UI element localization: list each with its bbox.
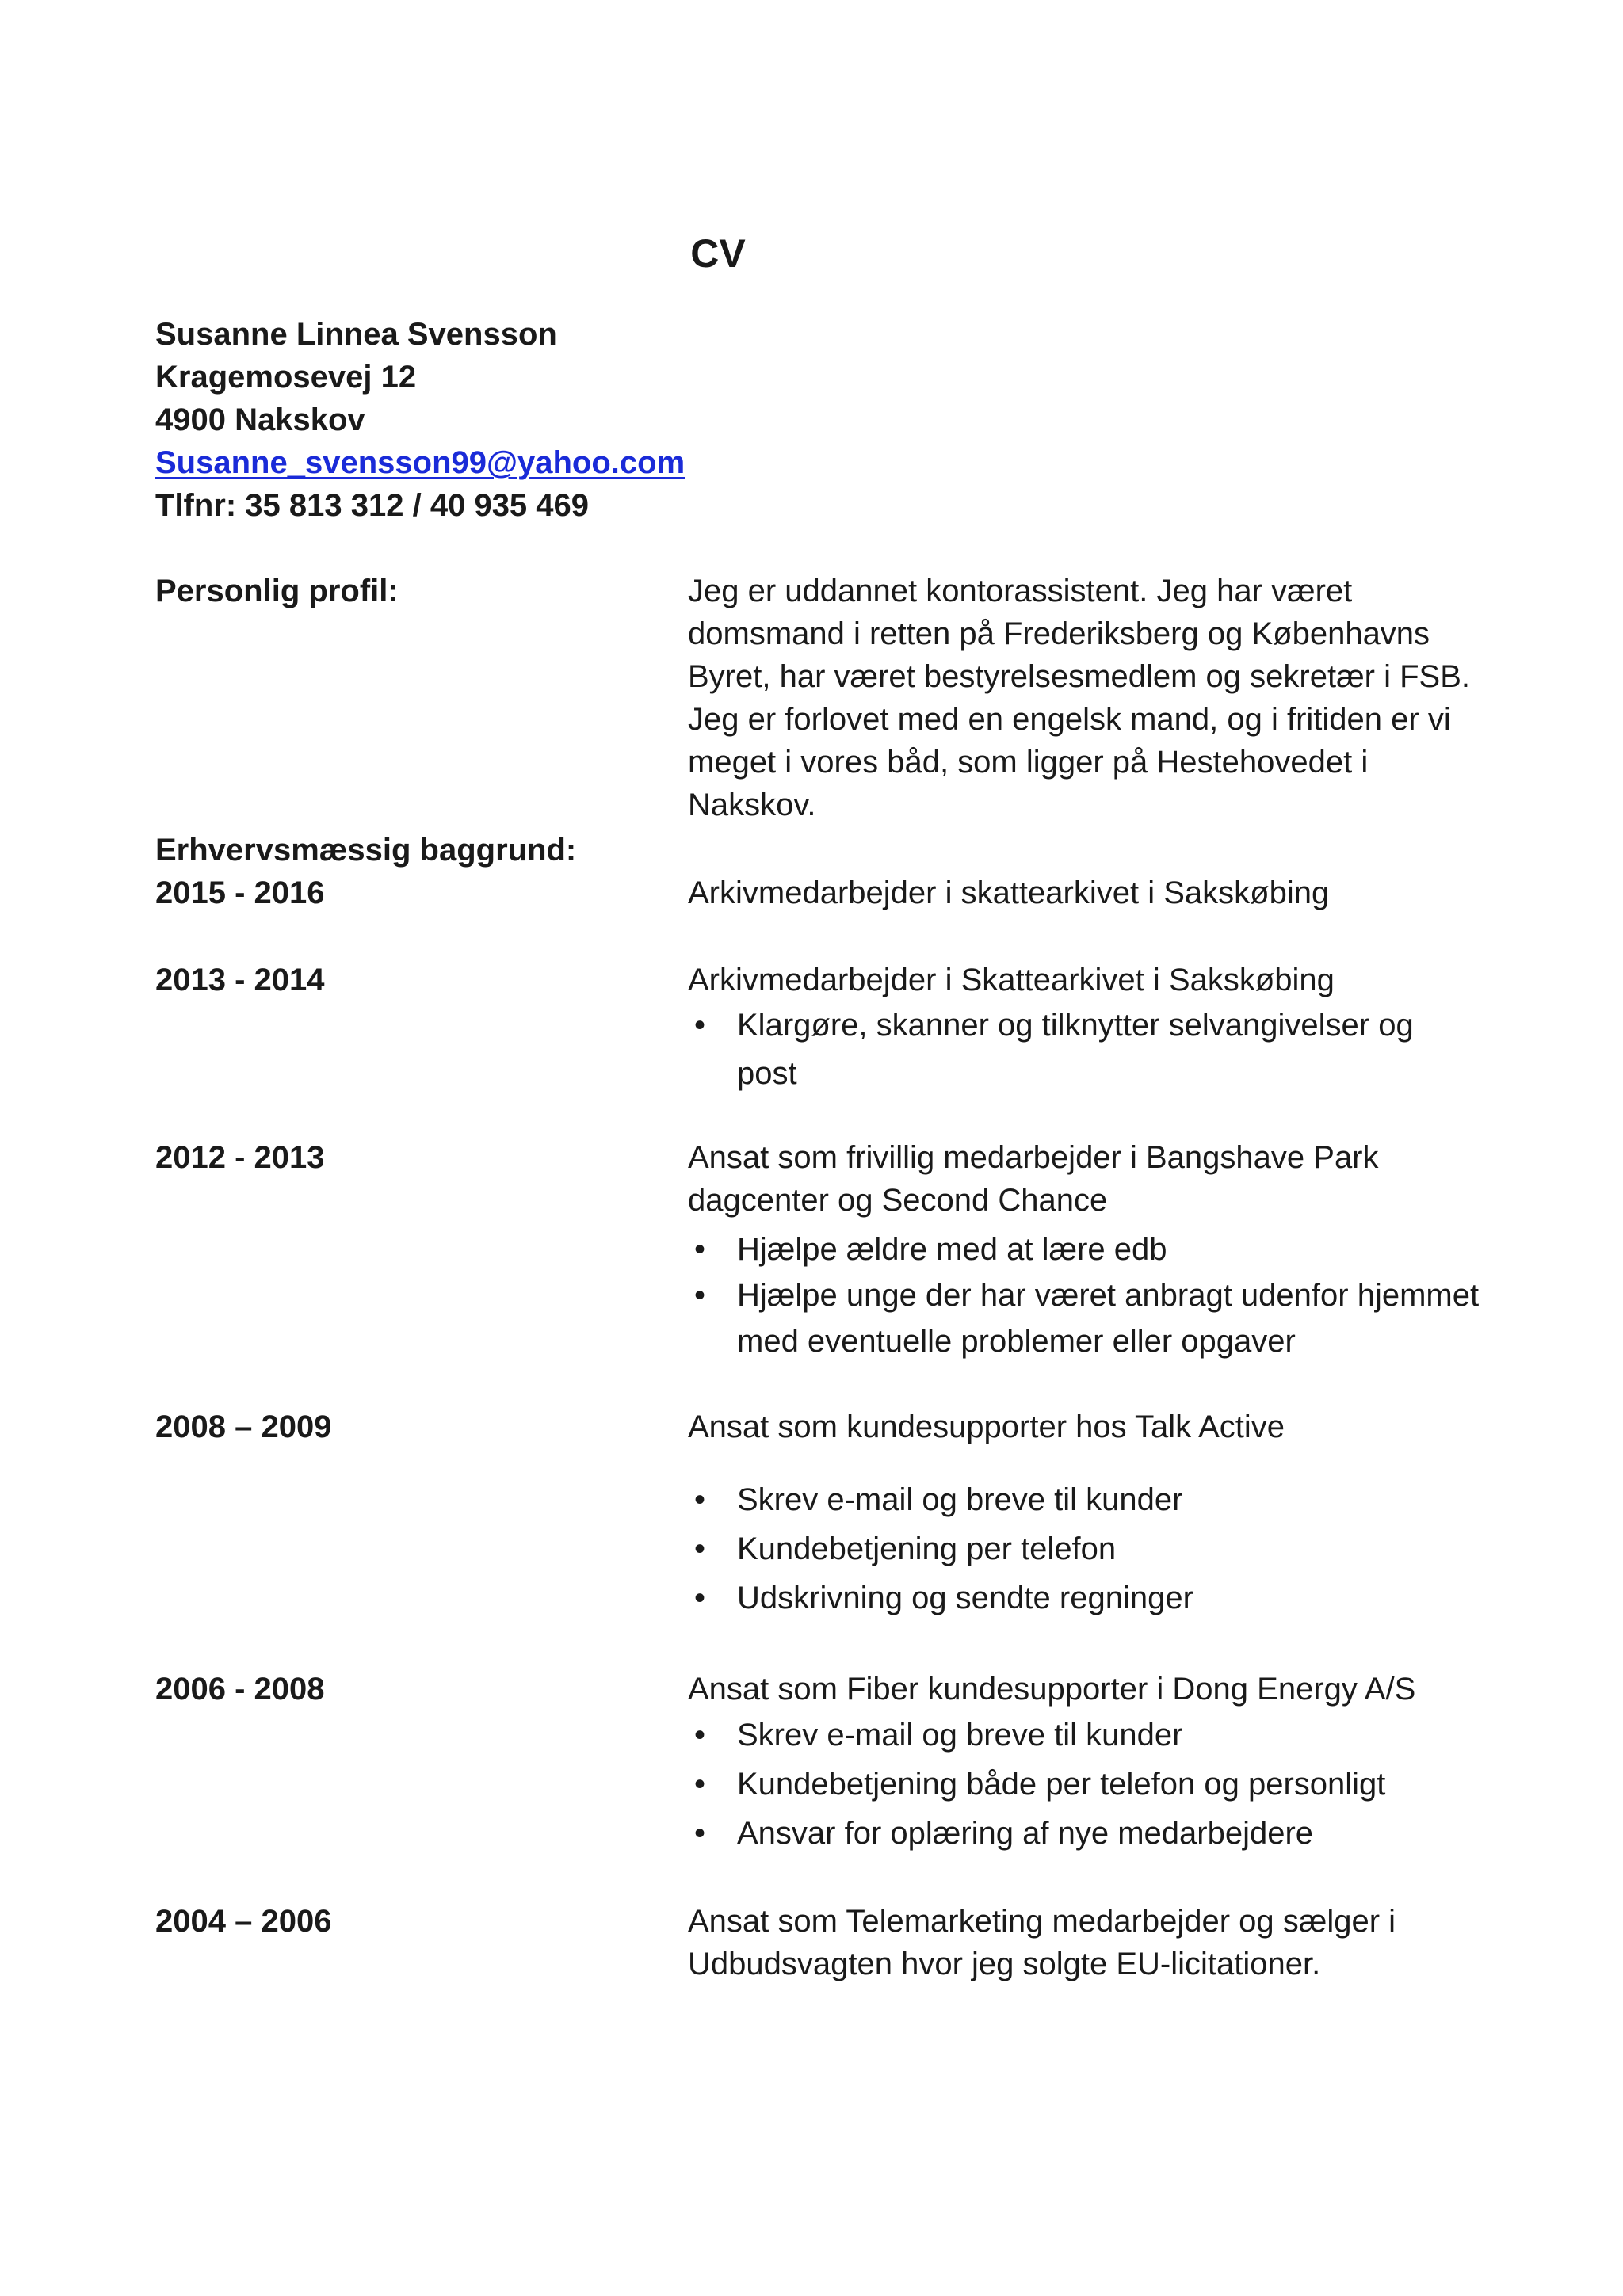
contact-city: 4900 Nakskov (155, 402, 365, 437)
experience-description: Ansat som Fiber kundesupporter i Dong Energy A/S (688, 1672, 1416, 1707)
duty-list (688, 1226, 1480, 1364)
experience-period: 2006 - 2008 (155, 1672, 325, 1707)
experience-description: Ansat som frivillig medarbejder i Bangshave Park dagcenter og Second Chance (688, 1140, 1379, 1218)
profile-label: Personlig profil: (155, 574, 399, 608)
bullet-icon: • (694, 1767, 706, 1802)
experience-entry (688, 1136, 1480, 1364)
duty-item: • Hjælpe ældre med at lære edb (688, 1226, 1480, 1272)
experience-period: 2008 – 2009 (155, 1409, 332, 1444)
profile-text: Jeg er uddannet kontorassistent. Jeg har været domsmand i retten på Frederiksberg og Københavns Byret, har været bestyrelsesmedlem og sekretær i FSB. Jeg er forlovet med en engelsk mand, og i fritiden er vi meget i vores båd, som ligger på Hestehovedet i Nakskov. (688, 574, 1470, 822)
duty-item: • Klargøre, skanner og tilknytter selvangivelser og post (688, 1001, 1480, 1098)
experience-description: Arkivmedarbejder i skattearkivet i Sakskøbing (688, 875, 1330, 910)
bullet-icon: • (694, 1008, 706, 1043)
bullet-icon: • (694, 1531, 706, 1566)
bullet-icon: • (694, 1278, 706, 1313)
experience-period: 2004 – 2006 (155, 1904, 332, 1939)
experience-entry (688, 959, 1480, 1098)
duty-list (688, 1001, 1480, 1098)
bullet-icon: • (694, 1816, 706, 1851)
experience-entry (688, 1405, 1480, 1623)
contact-street: Kragemosevej 12 (155, 360, 417, 395)
email-link[interactable]: Susanne_svensson99@yahoo.com (155, 445, 685, 480)
experience-description: Arkivmedarbejder i Skattearkivet i Sakskøbing (688, 963, 1335, 997)
contact-block (155, 313, 685, 527)
bullet-icon: • (694, 1718, 706, 1753)
contact-phone: Tlfnr: 35 813 312 / 40 935 469 (155, 488, 590, 523)
duty-list (688, 1475, 1480, 1623)
duty-item: • Skrev e-mail og breve til kunder (688, 1475, 1480, 1524)
experience-period: 2012 - 2013 (155, 1140, 325, 1175)
duty-item: • Hjælpe unge der har været anbragt udenfor hjemmet med eventuelle problemer eller opgaver (688, 1272, 1480, 1364)
experience-description: Ansat som kundesupporter hos Talk Active (688, 1409, 1285, 1444)
experience-period: 2015 - 2016 (155, 875, 325, 910)
experience-description: Ansat som Telemarketing medarbejder og sælger i Udbudsvagten hvor jeg solgte EU-licitationer. (688, 1904, 1396, 1981)
duty-item: • Udskrivning og sendte regninger (688, 1573, 1480, 1623)
document-title: CV (690, 231, 746, 276)
experience-period: 2013 - 2014 (155, 963, 325, 997)
bullet-icon: • (694, 1482, 706, 1517)
experience-label: Erhvervsmæssig baggrund: (155, 833, 577, 868)
duty-item: • Skrev e-mail og breve til kunder (688, 1711, 1480, 1760)
duty-item: • Ansvar for oplæring af nye medarbejdere (688, 1809, 1480, 1858)
bullet-icon: • (694, 1581, 706, 1615)
contact-name: Susanne Linnea Svensson (155, 317, 557, 352)
duty-item: • Kundebetjening både per telefon og personligt (688, 1760, 1480, 1809)
bullet-icon: • (694, 1232, 706, 1267)
experience-entry (688, 1668, 1480, 1858)
duty-list (688, 1711, 1480, 1858)
duty-item: • Kundebetjening per telefon (688, 1524, 1480, 1573)
